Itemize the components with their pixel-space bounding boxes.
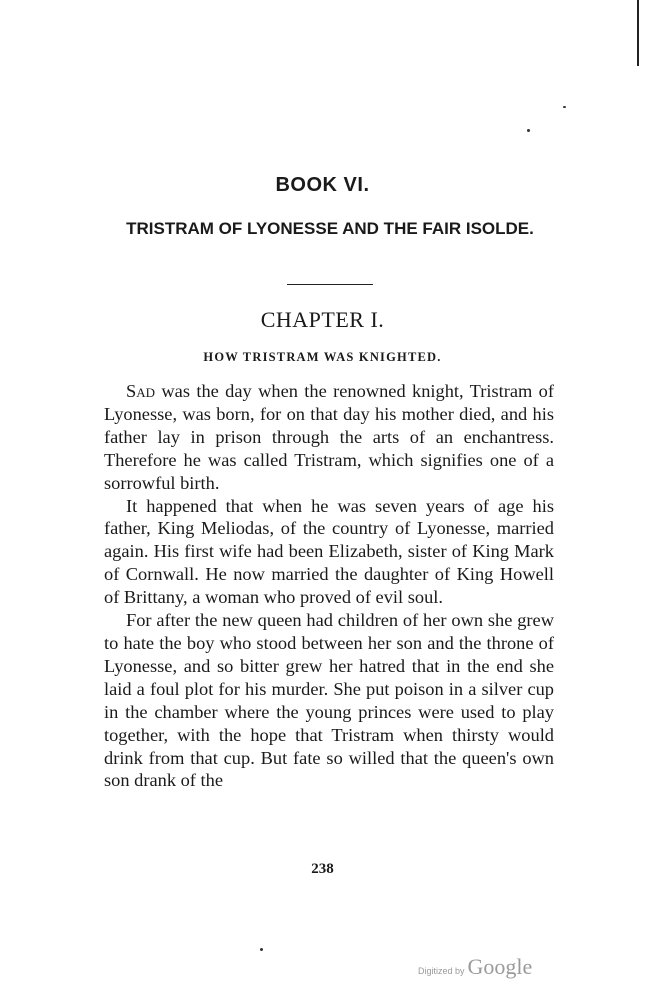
chapter-subtitle: HOW TRISTRAM WAS KNIGHTED. <box>203 350 442 364</box>
book-title: BOOK VI. <box>275 174 370 196</box>
body-text <box>104 380 554 792</box>
paragraph-text: For after the new queen had children of her own she grew to hate the boy who stood between her son and the throne of Lyonesse, and so bitter grew her hatred that in the end she laid a foul plot for his murder. She put poison in a silver cup in the chamber where the young princes were used to play together, with the hope that Tristram when thirsty would drink from that cup. But fate so willed that the queen's own son drank of the <box>104 610 554 791</box>
chapter-title: CHAPTER I. <box>260 307 385 332</box>
speck-mark <box>563 106 566 108</box>
page-edge-rule <box>637 0 639 66</box>
book-subtitle: TRISTRAM OF LYONESSE AND THE FAIR ISOLDE. <box>126 219 534 238</box>
speck-mark <box>260 948 263 951</box>
paragraph <box>104 609 554 792</box>
brand-logo: Google <box>467 954 533 979</box>
paragraph <box>104 380 554 495</box>
paragraph-lead-word: Sad <box>126 381 156 401</box>
paragraph-text: It happened that when he was seven years of age his father, King Meliodas, of the country of Lyonesse, married again. His first wife had been Elizabeth, sister of King Mark of Cornwall. He now married the daughter of King Howell of Brittany, a woman who proved of evil soul. <box>104 495 554 608</box>
paragraph-text: was the day when the renowned knight, Tristram of Lyonesse, was born, for on that day his mother died, and his father lay in prison through the arts of an enchantress. Therefore he was called Tristram, which signifies one of a sorrowful birth. <box>104 381 554 493</box>
speck-mark <box>527 129 530 132</box>
page-number: 238 <box>311 861 334 877</box>
digitized-watermark <box>418 954 532 980</box>
title-divider <box>287 284 373 285</box>
paragraph <box>104 495 554 610</box>
digitized-label: Digitized by <box>418 966 465 976</box>
